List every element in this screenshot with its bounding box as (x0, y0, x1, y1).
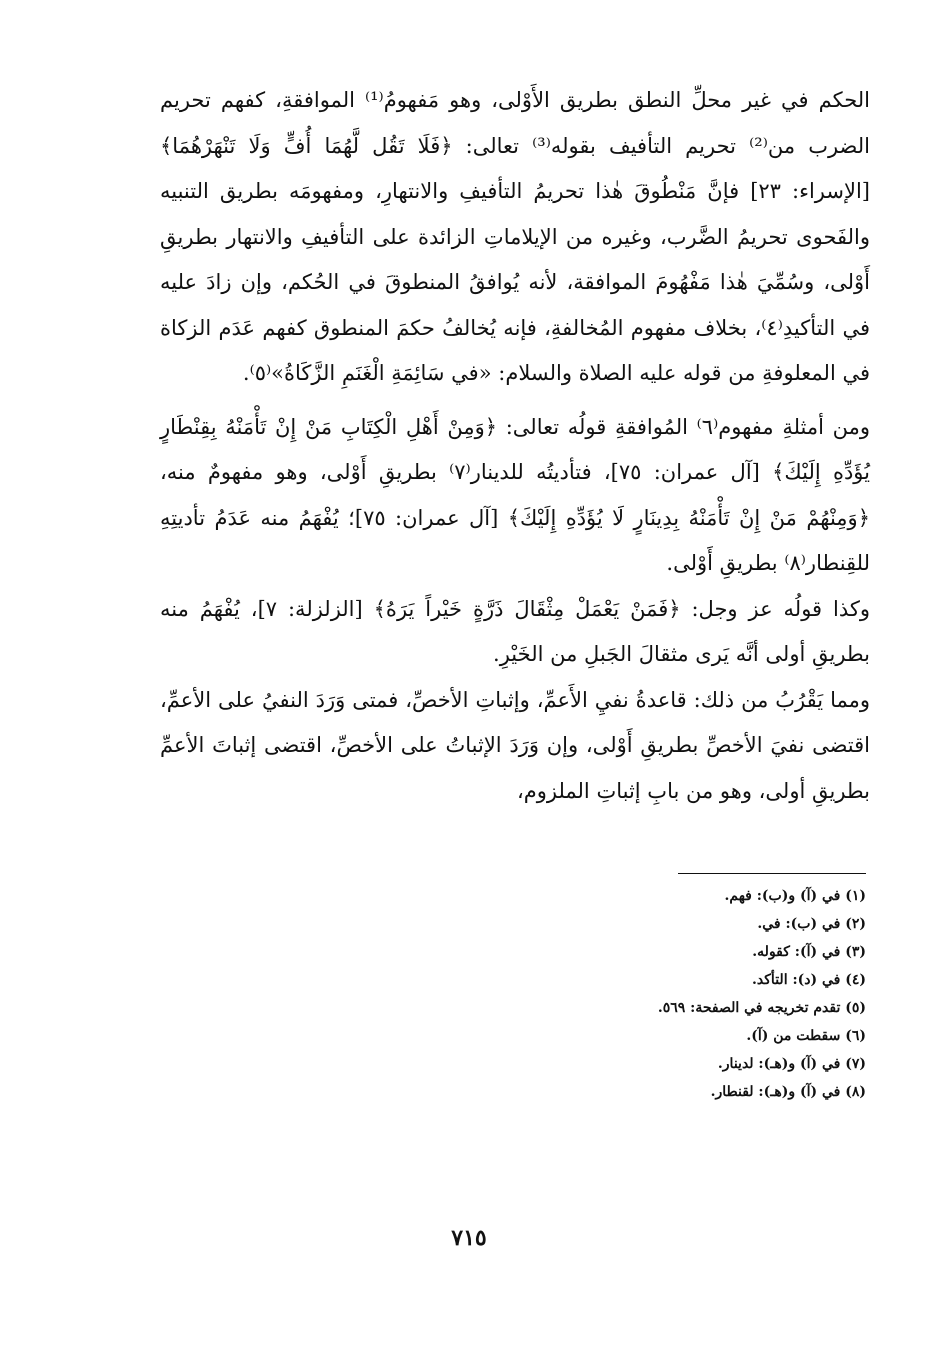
footnote: (٧) في (آ) و(هـ): لدينار. (717, 1056, 866, 1072)
footnote: (٤) في (د): التأكد. (752, 972, 866, 988)
paragraph: ومما يَقْرُبُ من ذلك: قاعدةُ نفيِ الأَعمِّ، وإثباتِ الأخصِّ، فمتى وَرَدَ النفيُ على الأعمِّ، اقتضى نفيَ الأخصِّ بطريقِ أَوْلى، وإن وَرَدَ الإثباتُ على الأخصِّ، اقتضى إثباتَ الأعمِّ بطريقِ أولى، وهو من بابِ إثباتِ الملزوم، (160, 687, 870, 803)
footnote-separator (678, 873, 866, 874)
footnote: (١) في (آ) و(ب): فهم. (724, 888, 866, 904)
paragraph: الحكم في غير محلِّ النطق بطريق الأَوْلى، وهو مَفهومُ⁽¹⁾ الموافقةِ، كفهم تحريم الضرب من⁽²⁾ تحريم التأفيف بقوله⁽³⁾ تعالى: ﴿فَلَا تَقُل لَّهُمَا أُفٍّ وَلَا تَنْهَرْهُمَا﴾ [الإسراء: ٢٣] فإنَّ مَنْطُوقَ هٰذا تحريمُ التأفيفِ والانتهارِ، ومفهومَه بطريق التنبيه والفَحوى تحريمُ الضَّرب، وغيره من الإيلاماتِ الزائدة على التأفيفِ والانتهار بطريقِ أَوْلى، وسُمِّيَ هٰذا مَفْهُومَ الموافقة، لأنه يُوافقُ المنطوقَ في الحُكم، وإن زادَ عليه في التأكيدِ⁽٤⁾، بخلاف مفهوم المُخالفةِ، فإنه يُخالفُ حكمَ المنطوق كفهم عَدَم الزكاة في المعلوفةِ من قوله عليه الصلاة والسلام: «في سَائِمَةِ الْغَنَمِ الزَّكَاةُ»⁽٥⁾. (160, 88, 870, 385)
paragraph: ومن أمثلةِ مفهوم⁽٦⁾ المُوافقةِ قولُه تعالى: ﴿وَمِنْ أَهْلِ الْكِتَابِ مَنْ إِنْ تَأْمَنْهُ بِقِنْطَارٍ يُؤَدِّهِ إِلَيْكَ﴾ [آل عمران: ٧٥]، فتأديتُه للدينار⁽٧⁾ بطريقِ أَوْلى، وهو مفهومٌ منه، ﴿وَمِنْهُمْ مَنْ إِنْ تَأْمَنْهُ بِدِينَارٍ لَا يُؤَدِّهِ إِلَيْكَ﴾ [آل عمران: ٧٥]؛ يُفْهَمُ منه عَدَمُ تأديتِهِ للقِنطار⁽٨⁾ بطريقِ أَوْلى. (160, 414, 871, 575)
footnote: (٦) سقطت من (آ). (746, 1028, 866, 1044)
footnotes (560, 882, 866, 1106)
footnote: (٥) تقدم تخريجه في الصفحة: ٥٦٩. (657, 1000, 866, 1016)
page-number: ٧١٥ (451, 1225, 487, 1251)
body-text (160, 78, 870, 814)
footnote: (٨) في (آ) و(هـ): لقنطار. (710, 1084, 866, 1100)
footnote: (٣) في (آ): كقوله. (752, 944, 866, 960)
paragraph: وكذا قولُه عز وجل: ﴿فَمَنْ يَعْمَلْ مِثْقَالَ ذَرَّةٍ خَيْراً يَرَهُ﴾ [الزلزلة: ٧]، يُفْهَمُ منه بطريقِ أولى أنَّه يَرى مثقالَ الجَبلِ من الخَيْرِ. (160, 596, 870, 666)
footnote: (٢) في (ب): في. (757, 916, 866, 932)
